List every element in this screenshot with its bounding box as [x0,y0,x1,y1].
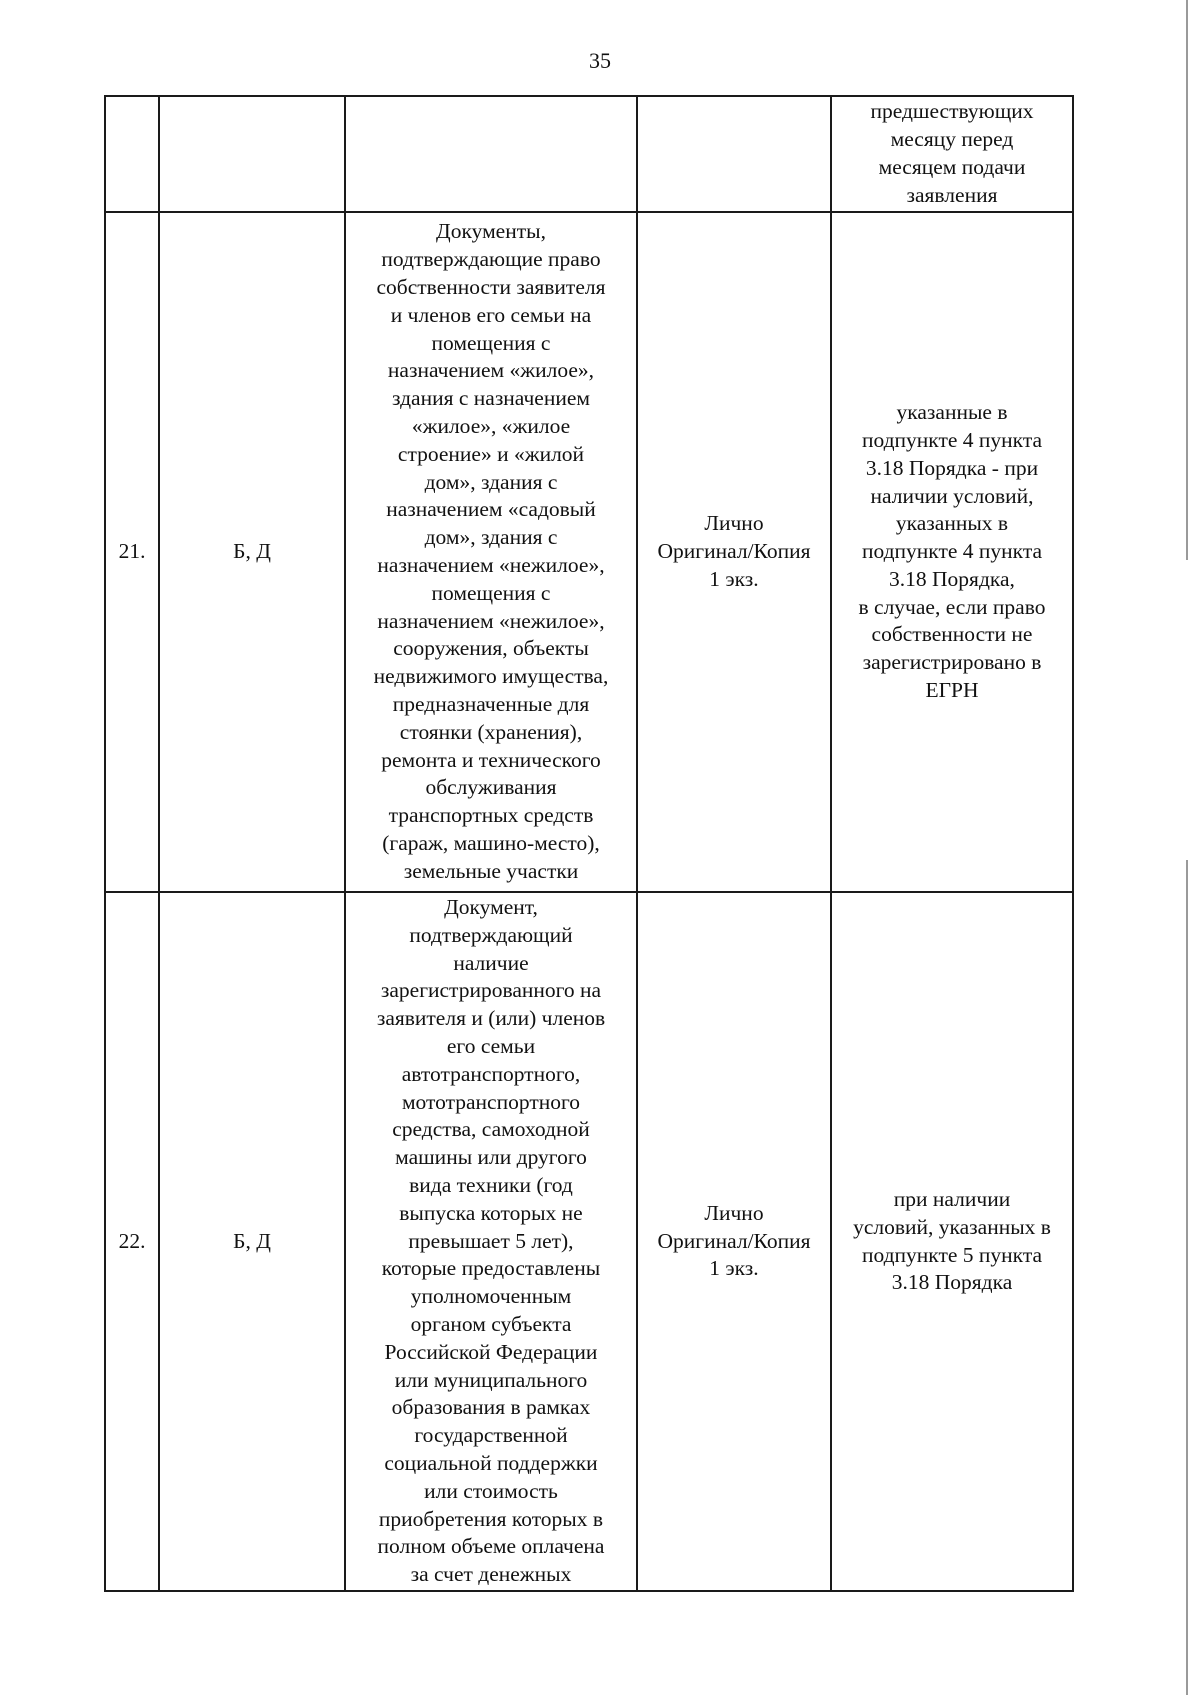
table-row-number: 22. [118,1228,146,1253]
table-row-document: Документы, подтверждающие право собственности заявителя и членов его семьи на помещения с назначением «жилое», здания с назначением «жилое», «жилое строение» и «жилой дом», здания с назначением «садовый дом», здания с назначением «нежилое», помещения с назначением «нежилое», сооружения, объекты недвижимого имущества, предназначенные для стоянки (хранения), ремонта и технического обслуживания транспортных средств (гараж, машино-место), земельные участки [373,219,609,883]
table-row-category: Б, Д [233,1228,271,1253]
scan-edge-mark [1186,0,1188,560]
document-table [104,95,1074,1592]
table-row-condition: указанные в подпункте 4 пункта 3.18 Порядка - при наличии условий, указанных в подпункте 4 пункта 3.18 Порядка, в случае, если право собственности не зарегистрировано в ЕГРН [858,400,1046,703]
table-row-submission: Лично Оригинал/Копия 1 экз. [657,1200,811,1281]
scan-edge-mark [1186,860,1188,1695]
table-row-condition: при наличии условий, указанных в подпункте 5 пункта 3.18 Порядка [853,1186,1051,1295]
table-row-number: 21. [118,539,146,564]
continuation-condition-cell [832,97,1072,211]
table-row-document: Документ, подтверждающий наличие зарегистрированного на заявителя и (или) членов его семьи автотранспортного, мототранспортного средства, самоходной машины или другого вида техники (год выпуска которых не превышает 5 лет), которые предоставлены уполномоченным органом субъекта Российской Федерации или муниципального образования в рамках государственной социальной поддержки или стоимость приобретения которых в полном объеме оплачена за счет денежных [376,895,606,1587]
table-row-category: Б, Д [233,539,271,564]
page-number: 35 [589,48,611,73]
continuation-condition-text: предшествующих месяцу перед месяцем подачи заявления [870,99,1034,207]
table-row-submission: Лично Оригинал/Копия 1 экз. [657,511,811,591]
